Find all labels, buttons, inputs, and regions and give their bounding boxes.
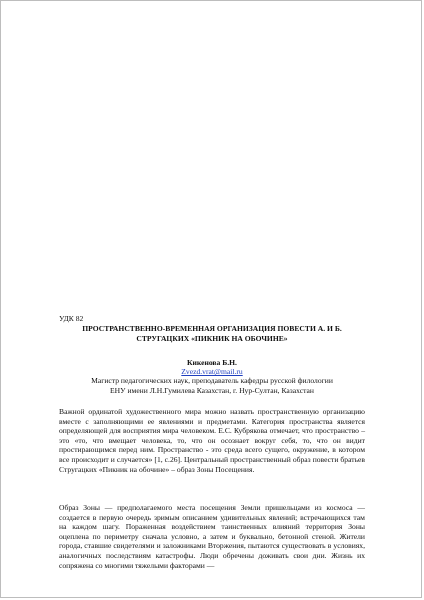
author-affiliation — [59, 376, 365, 395]
paper-title-line-1: ПРОСТРАНСТВЕННО-ВРЕМЕННАЯ ОРГАНИЗАЦИЯ ПОВЕСТИ А. И Б. — [82, 324, 342, 333]
udk-code: УДК 82 — [59, 314, 84, 323]
paper-title — [59, 324, 365, 344]
body-paragraph-1: Важной ординатой художественного мира можно назвать пространственную организацию вместе с заполняющими ее явлениями и предметами. Категория пространства является определяющей для восприятия мира человеком. Е.С. Кубрякова отмечает, что пространство – это «то, что вмещает человека, то, что он осознает вокруг себя, то, что он видит простирающимся перед ним. Пространство - это среда всего сущего, окружение, в котором все происходит и случается» [1, с.26]. Центральный пространственный образ повести братьев Стругацких «Пикник на обочине» – образ Зоны Посещения. — [59, 407, 365, 474]
author-name: Кикенова Б.Н. — [187, 358, 237, 367]
affiliation-line-1: Магистр педагогических наук, преподаватель кафедры русской филологии — [91, 376, 333, 385]
paper-title-line-2: СТРУГАЦКИХ «ПИКНИК НА ОБОЧИНЕ» — [136, 334, 288, 343]
author-email-link[interactable]: Zvezd.vrat@mail.ru — [181, 367, 243, 376]
body-paragraph-2: Образ Зоны — предполагаемого места посещения Земли пришельцами из космоса — создается в первую очередь зримым описанием удивительных явлений; встречающихся там на каждом шагу. Пораженная воздействием таинственных влияний территория Зоны оцеплена по периметру сначала условно, а затем и буквально, бетонной стеной. Жители города, ставшие свидетелями и заложниками Вторжения, пытаются существовать в условиях, аналогичных последствиям катастрофы. Люди обречены доживать свои дни. Жизнь их сопряжена со многими тяжелыми факторами — — [59, 503, 365, 570]
affiliation-line-2: ЕНУ имени Л.Н.Гумилева Казахстан, г. Нур-Султан, Казахстан — [110, 385, 314, 395]
